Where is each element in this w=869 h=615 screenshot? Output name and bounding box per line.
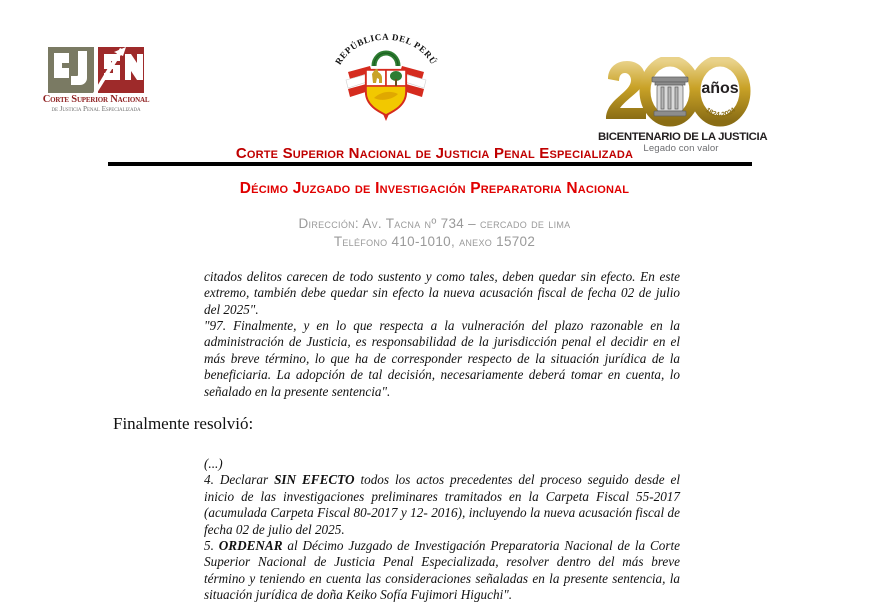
item-4-number: 4. — [204, 472, 214, 488]
escudo-shield-icon — [330, 50, 442, 122]
bicentenario-200-anos-logo — [598, 57, 768, 157]
page-title: Corte Superior Nacional de Justicia Penal Especializada — [235, 145, 634, 162]
bicentenario-subtitle: Legado con valor — [643, 143, 719, 154]
ellipsis-marker: (...) — [204, 456, 223, 471]
item-5-emphasis: ORDENAR — [218, 538, 283, 554]
bicentenario-anos-label: años — [701, 80, 739, 97]
bicentenario-graphic-icon — [598, 57, 764, 131]
corte-superior-nacional-logo — [37, 46, 155, 114]
escudo-arc-label: REPÚBLICA DEL PERÚ — [333, 31, 439, 67]
item-4-lead: Declarar — [219, 472, 269, 488]
item-4-emphasis: SIN EFECTO — [274, 472, 355, 488]
bicentenario-years-label: 1824-2024 — [703, 106, 738, 119]
resolution-item-5 — [204, 538, 680, 604]
quote-paragraph-first: citados delitos carecen de todo sustento y como tales, deben quedar sin efecto. En este extremo, también debe quedar sin efecto la nueva acusación fiscal de fecha 02 de julio del 2025". — [204, 269, 680, 317]
quote-paragraph-97: "97. Finalmente, y en lo que respecta a la vulneración del plazo razonable en la administración de Justicia, es responsabilidad de la jurisdicción penal el decidir en el más breve término, lo que ha de corresponder respecto de la situación jurídica de la beneficiaria. La adopción de tal decisión, necesariamente deberá tomar en cuenta, lo señalado en la presente sentencia". — [204, 318, 680, 399]
header-divider — [108, 162, 752, 166]
resolution-item-4 — [204, 472, 680, 538]
item-5-number: 5. — [204, 538, 214, 554]
address-line: Dirección: Av. Tacna nº 734 – cercado de lima — [298, 216, 571, 231]
pjsn-monogram-icon — [46, 46, 146, 94]
escudo-peru — [330, 26, 442, 122]
resolvio-heading: Finalmente resolvió: — [113, 414, 254, 433]
page-subtitle: Décimo Juzgado de Investigación Preparatoria Nacional — [239, 180, 630, 197]
bicentenario-title: BICENTENARIO DE LA JUSTICIA — [598, 131, 768, 143]
logo-line-1: Corte Superior Nacional — [42, 94, 150, 105]
resolution-items — [204, 456, 680, 604]
logo-line-2: de Justicia Penal Especializada — [51, 105, 141, 113]
phone-line: Teléfono 410-1010, anexo 15702 — [333, 234, 536, 249]
item-4-text: todos los actos precedentes del proceso seguido desde el inicio de las investigaciones preliminares tramitados en la Carpeta Fiscal 55-2017 (acumulada Carpeta Fiscal 80-2017 y 12- 2016), incluyendo la nueva acusación fiscal de fecha 02 de julio del 2025. — [204, 472, 681, 537]
header-logo-band — [0, 0, 869, 160]
item-5-text: al Décimo Juzgado de Investigación Preparatoria Nacional de la Corte Superior Nacional de Justicia Penal Especializada, resolver dentro del más breve término y teniendo en cuenta las consideraciones señaladas en la presente sentencia, la situación jurídica de doña Keiko Sofía Fujimori Higuchi". — [204, 538, 681, 603]
